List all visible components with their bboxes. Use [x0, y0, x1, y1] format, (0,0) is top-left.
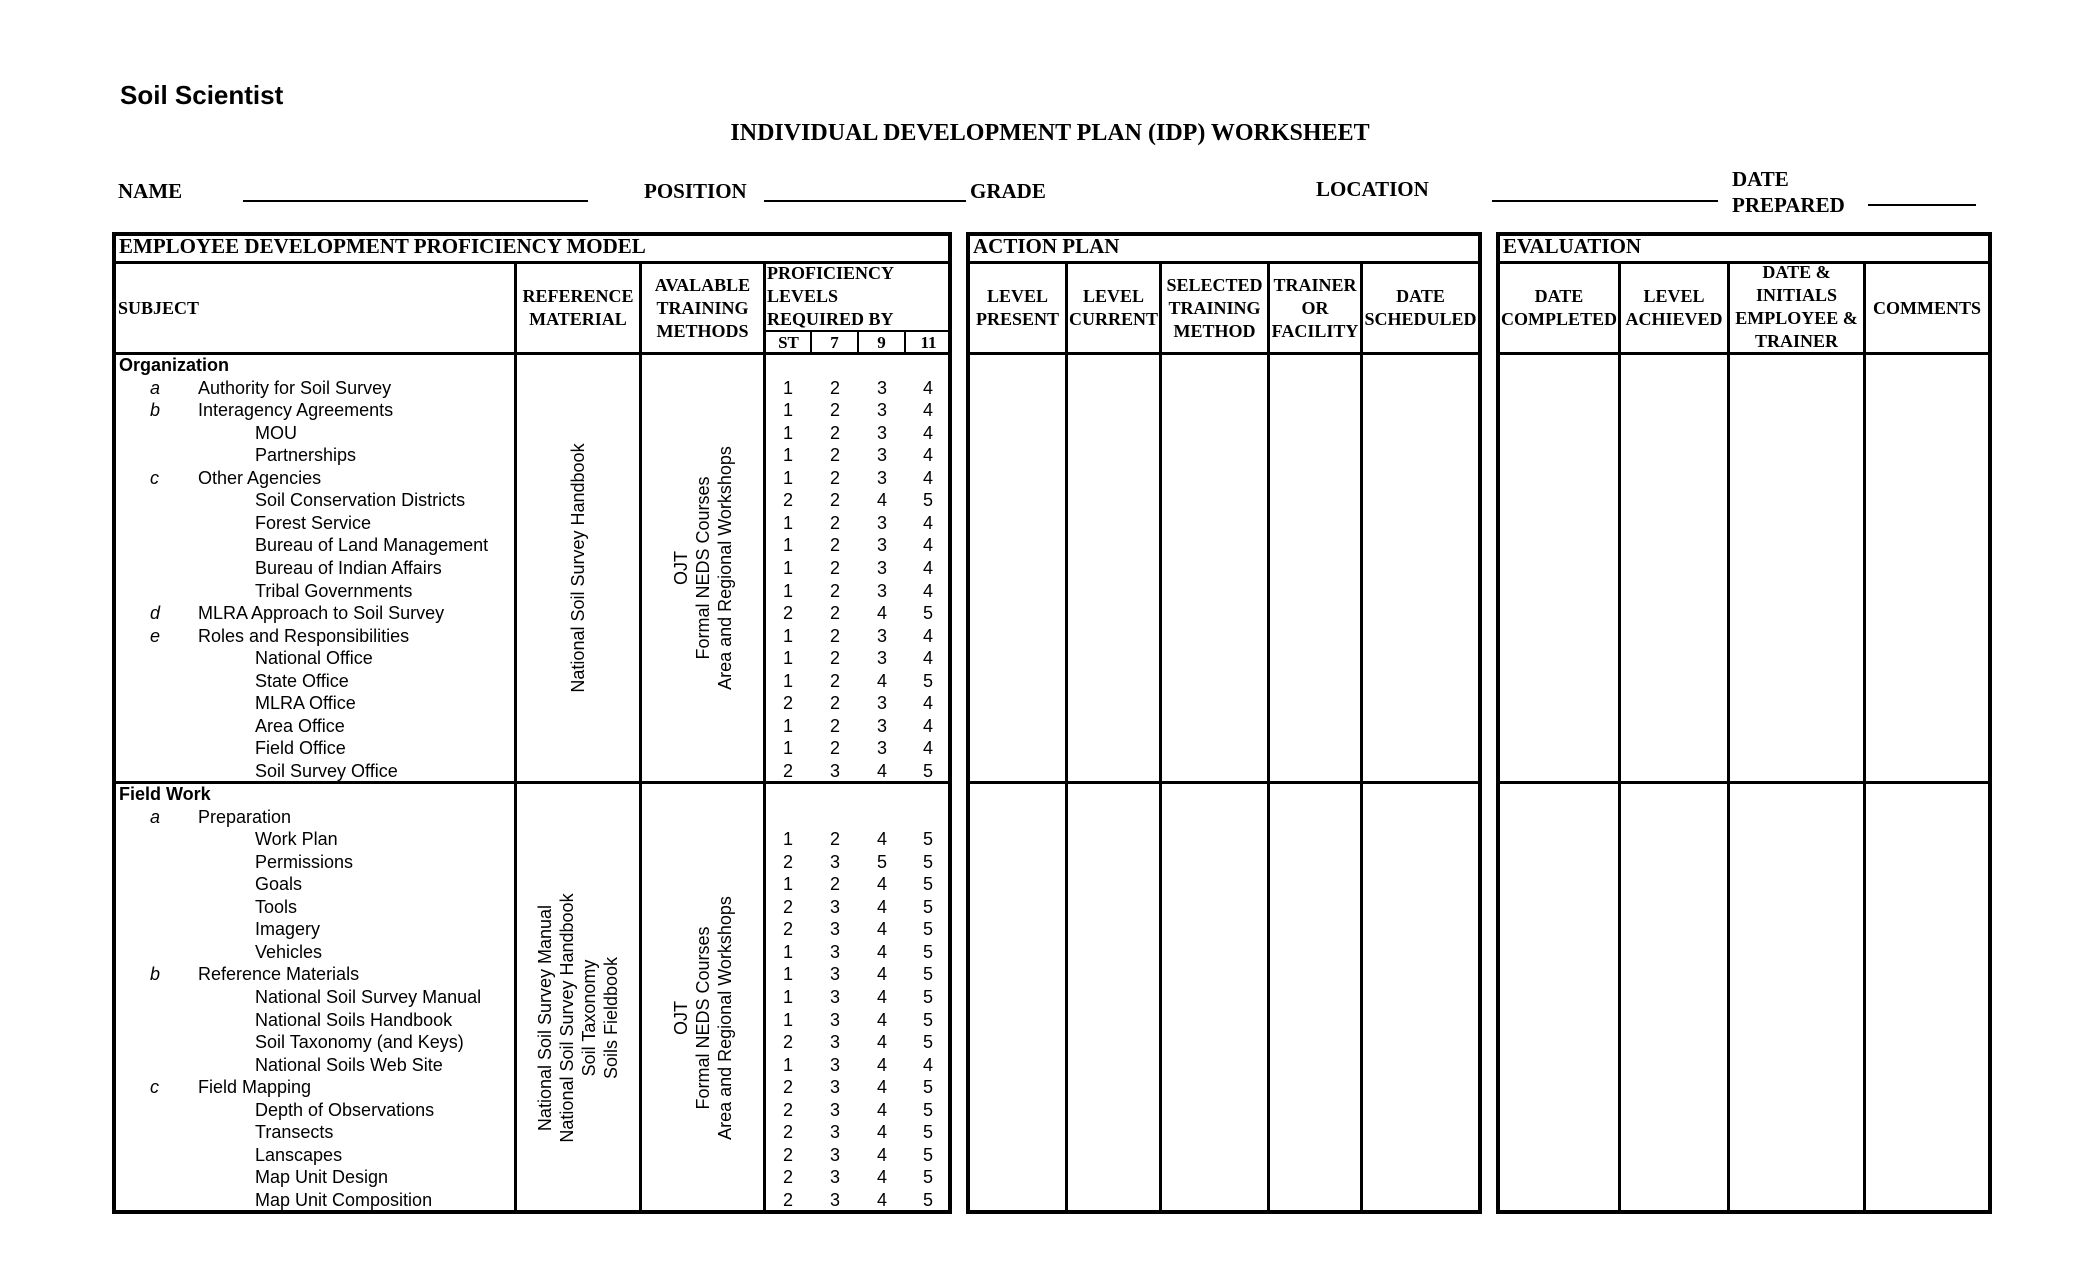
proficiency-level-cell: 3: [829, 1167, 840, 1188]
proficiency-level-cell: 3: [829, 851, 840, 872]
proficiency-level-cell: 1: [782, 986, 793, 1007]
name-field-line[interactable]: [243, 200, 588, 202]
proficiency-level-cell: 5: [922, 1144, 933, 1165]
subject-row-label: Forest Service: [255, 512, 372, 533]
proficiency-level-cell: 5: [922, 490, 933, 511]
proficiency-level-cell: 3: [876, 445, 887, 466]
proficiency-level-cell: 1: [782, 941, 793, 962]
proficiency-level-cell: 2: [782, 851, 793, 872]
subject-row-label: Map Unit Design: [255, 1167, 389, 1188]
proficiency-level-cell: 3: [876, 715, 887, 736]
training-method-text: Formal NEDS Courses: [692, 925, 713, 1110]
subject-row-label: Area Office: [255, 715, 345, 736]
proficiency-level-cell: 5: [922, 1032, 933, 1053]
proficiency-level-cell: 3: [829, 941, 840, 962]
proficiency-level-cell: 2: [829, 829, 840, 850]
grade-header-7: 7: [830, 332, 839, 352]
location-field-line[interactable]: [1492, 200, 1718, 202]
proficiency-level-cell: 4: [922, 1054, 933, 1075]
proficiency-level-cell: 5: [922, 874, 933, 895]
proficiency-level-cell: 5: [922, 896, 933, 917]
proficiency-level-cell: 4: [922, 738, 933, 759]
proficiency-level-cell: 2: [782, 1099, 793, 1120]
grade-header-11: 11: [920, 332, 937, 352]
evaluation-title: EVALUATION: [1503, 234, 1642, 258]
proficiency-level-cell: 1: [782, 422, 793, 443]
proficiency-level-cell: 4: [876, 1099, 887, 1120]
row-letter: d: [150, 603, 161, 624]
date-completed-header: DATE COMPLETED: [1500, 286, 1617, 329]
selected-training-method-header: SELECTED TRAINING METHOD: [1166, 274, 1263, 341]
subject-row-label: Tools: [255, 896, 298, 917]
proficiency-level-cell: 3: [829, 1122, 840, 1143]
proficiency-level-cell: 2: [782, 919, 793, 940]
proficiency-levels-header: PROFICIENCY LEVELS REQUIRED BY: [767, 262, 895, 329]
action-plan-field-work-cells[interactable]: [970, 784, 1478, 1210]
date-prepared-field-line[interactable]: [1868, 204, 1976, 206]
grade-header-st: ST: [778, 332, 799, 352]
proficiency-level-cell: 1: [782, 715, 793, 736]
name-label: NAME: [118, 179, 183, 203]
subject-row-label: MLRA Office: [255, 693, 356, 714]
proficiency-level-cell: 4: [922, 557, 933, 578]
proficiency-level-cell: 2: [829, 874, 840, 895]
proficiency-level-cell: 1: [782, 580, 793, 601]
proficiency-level-cell: 2: [782, 1167, 793, 1188]
subject-row-label: Imagery: [255, 919, 321, 940]
proficiency-level-cell: 2: [829, 580, 840, 601]
proficiency-level-cell: 2: [829, 625, 840, 646]
proficiency-level-cell: 4: [876, 1144, 887, 1165]
proficiency-level-cell: 4: [922, 693, 933, 714]
proficiency-level-cell: 5: [922, 829, 933, 850]
subject-row-label: Work Plan: [255, 829, 338, 850]
proficiency-level-cell: 4: [876, 1189, 887, 1210]
proficiency-level-cell: 3: [829, 760, 840, 781]
proficiency-level-cell: 3: [876, 535, 887, 556]
comments-header: COMMENTS: [1873, 297, 1981, 318]
section-heading: Field Work: [119, 784, 211, 804]
row-letter: c: [150, 467, 159, 488]
proficiency-level-cell: 1: [782, 670, 793, 691]
proficiency-level-cell: 2: [782, 1077, 793, 1098]
position-field-line[interactable]: [764, 200, 966, 202]
subject-row-label: Soil Conservation Districts: [255, 490, 466, 511]
proficiency-level-cell: 5: [922, 1099, 933, 1120]
subject-row-label: Field Mapping: [198, 1077, 312, 1098]
proficiency-level-cell: 2: [782, 896, 793, 917]
subject-row-label: Bureau of Land Management: [255, 535, 489, 556]
proficiency-level-cell: 2: [829, 377, 840, 398]
row-letter: e: [150, 625, 161, 646]
proficiency-level-cell: 1: [782, 1054, 793, 1075]
document-title: Soil Scientist: [120, 80, 284, 110]
row-letter: c: [150, 1077, 159, 1098]
proficiency-level-cell: 4: [876, 760, 887, 781]
evaluation-organization-cells[interactable]: [1500, 355, 1988, 781]
subject-row-label: National Soils Handbook: [255, 1009, 453, 1030]
prepared-label: PREPARED: [1732, 193, 1845, 217]
proficiency-level-cell: 1: [782, 964, 793, 985]
proficiency-level-cell: 4: [922, 535, 933, 556]
subject-row-label: Tribal Governments: [255, 580, 413, 601]
subject-row-label: Soil Taxonomy (and Keys): [255, 1032, 464, 1053]
proficiency-level-cell: 4: [876, 1122, 887, 1143]
proficiency-level-cell: 1: [782, 1009, 793, 1030]
proficiency-level-cell: 3: [829, 1077, 840, 1098]
proficiency-level-cell: 3: [829, 986, 840, 1007]
proficiency-level-cell: 5: [922, 964, 933, 985]
proficiency-level-cell: 5: [922, 1167, 933, 1188]
proficiency-level-cell: 2: [829, 603, 840, 624]
proficiency-level-cell: 4: [876, 490, 887, 511]
training-method-text: OJT: [670, 550, 691, 585]
proficiency-level-cell: 5: [876, 851, 887, 872]
proficiency-level-cell: 3: [829, 964, 840, 985]
section-heading: Organization: [119, 355, 230, 375]
proficiency-level-cell: 4: [922, 377, 933, 398]
proficiency-level-cell: 3: [829, 1032, 840, 1053]
proficiency-level-cell: 3: [829, 896, 840, 917]
subject-header: SUBJECT: [118, 297, 200, 318]
proficiency-level-cell: 4: [922, 715, 933, 736]
proficiency-level-cell: 3: [876, 512, 887, 533]
proficiency-level-cell: 3: [829, 1099, 840, 1120]
subject-row-label: Preparation: [198, 806, 292, 827]
proficiency-level-cell: 2: [829, 738, 840, 759]
proficiency-level-cell: 2: [782, 1144, 793, 1165]
proficiency-level-cell: 2: [829, 693, 840, 714]
subject-row-label: Partnerships: [255, 445, 357, 466]
action-plan-title: ACTION PLAN: [973, 234, 1120, 258]
proficiency-level-cell: 4: [876, 919, 887, 940]
proficiency-level-cell: 2: [829, 557, 840, 578]
proficiency-level-cell: 2: [829, 400, 840, 421]
row-letter: a: [150, 377, 161, 398]
proficiency-level-cell: 1: [782, 648, 793, 669]
row-letter: b: [150, 400, 161, 421]
proficiency-level-cell: 4: [876, 1054, 887, 1075]
proficiency-level-cell: 1: [782, 625, 793, 646]
date-label: DATE: [1732, 167, 1789, 191]
proficiency-level-cell: 4: [922, 512, 933, 533]
proficiency-level-cell: 2: [829, 512, 840, 533]
subject-row-label: Authority for Soil Survey: [198, 377, 392, 398]
proficiency-level-cell: 4: [876, 829, 887, 850]
proficiency-level-cell: 3: [876, 693, 887, 714]
date-initials-header: DATE & INITIALS EMPLOYEE & TRAINER: [1735, 262, 1858, 351]
proficiency-level-cell: 3: [829, 1189, 840, 1210]
reference-material-text: Soils Fieldbook: [601, 956, 621, 1079]
subject-row-label: National Office: [255, 648, 373, 669]
subject-row-label: Map Unit Composition: [255, 1189, 433, 1210]
subject-row-label: Other Agencies: [198, 467, 322, 488]
grade-label: GRADE: [970, 179, 1046, 203]
subject-row-label: Transects: [255, 1122, 334, 1143]
subject-row-label: National Soil Survey Manual: [255, 986, 482, 1007]
proficiency-level-cell: 4: [922, 400, 933, 421]
proficiency-level-cell: 3: [876, 467, 887, 488]
proficiency-level-cell: 2: [782, 1189, 793, 1210]
proficiency-level-cell: 3: [876, 580, 887, 601]
proficiency-level-cell: 3: [876, 738, 887, 759]
proficiency-level-cell: 5: [922, 1009, 933, 1030]
location-label: LOCATION: [1316, 177, 1429, 201]
proficiency-model-title: EMPLOYEE DEVELOPMENT PROFICIENCY MODEL: [119, 234, 646, 258]
subject-row-label: Depth of Observations: [255, 1099, 435, 1120]
proficiency-level-cell: 2: [782, 490, 793, 511]
grade-header-9: 9: [877, 332, 886, 352]
training-method-text: Formal NEDS Courses: [692, 475, 713, 660]
training-methods-header: AVALABLE TRAINING METHODS: [654, 274, 751, 341]
proficiency-level-cell: 4: [922, 445, 933, 466]
proficiency-level-cell: 5: [922, 1189, 933, 1210]
proficiency-level-cell: 4: [876, 670, 887, 691]
level-current-header: LEVEL CURRENT: [1068, 286, 1158, 329]
proficiency-level-cell: 1: [782, 400, 793, 421]
proficiency-level-cell: 5: [922, 603, 933, 624]
training-method-text: Area and Regional Workshops: [714, 445, 735, 690]
subject-row-label: Roles and Responsibilities: [198, 625, 410, 646]
proficiency-level-cell: 1: [782, 467, 793, 488]
subject-row-label: State Office: [255, 670, 349, 691]
proficiency-level-cell: 2: [829, 535, 840, 556]
level-achieved-header: LEVEL ACHIEVED: [1625, 286, 1723, 329]
proficiency-level-cell: 2: [829, 422, 840, 443]
proficiency-level-cell: 2: [829, 715, 840, 736]
proficiency-level-cell: 4: [922, 467, 933, 488]
proficiency-level-cell: 4: [922, 648, 933, 669]
proficiency-level-cell: 3: [829, 1009, 840, 1030]
proficiency-level-cell: 5: [922, 1122, 933, 1143]
proficiency-level-cell: 3: [876, 422, 887, 443]
subject-row-label: Soil Survey Office: [255, 760, 398, 781]
proficiency-level-cell: 1: [782, 445, 793, 466]
proficiency-level-cell: 4: [876, 941, 887, 962]
proficiency-level-cell: 3: [876, 400, 887, 421]
trainer-or-facility-header: TRAINER OR FACILITY: [1271, 274, 1359, 341]
proficiency-level-cell: 1: [782, 874, 793, 895]
training-method-text: Area and Regional Workshops: [714, 895, 735, 1140]
proficiency-level-cell: 1: [782, 557, 793, 578]
proficiency-level-cell: 2: [782, 1122, 793, 1143]
proficiency-level-cell: 2: [829, 467, 840, 488]
proficiency-level-cell: 2: [782, 760, 793, 781]
proficiency-level-cell: 1: [782, 829, 793, 850]
proficiency-level-cell: 1: [782, 377, 793, 398]
proficiency-level-cell: 2: [829, 670, 840, 691]
proficiency-level-cell: 2: [782, 603, 793, 624]
subject-row-label: Lanscapes: [255, 1144, 343, 1165]
proficiency-level-cell: 4: [876, 603, 887, 624]
proficiency-level-cell: 2: [829, 648, 840, 669]
proficiency-level-cell: 4: [876, 896, 887, 917]
proficiency-level-cell: 1: [782, 535, 793, 556]
proficiency-level-cell: 3: [876, 377, 887, 398]
proficiency-level-cell: 4: [922, 580, 933, 601]
reference-material-text: National Soil Survey Handbook: [568, 442, 588, 693]
proficiency-level-cell: 4: [876, 1032, 887, 1053]
proficiency-level-cell: 3: [829, 919, 840, 940]
subject-row-label: National Soils Web Site: [255, 1054, 443, 1075]
action-plan-organization-cells[interactable]: [970, 355, 1478, 781]
proficiency-level-cell: 2: [829, 490, 840, 511]
proficiency-level-cell: 5: [922, 1077, 933, 1098]
worksheet-title: INDIVIDUAL DEVELOPMENT PLAN (IDP) WORKSHEET: [730, 120, 1370, 146]
proficiency-level-cell: 4: [876, 874, 887, 895]
subject-row-label: Reference Materials: [198, 964, 360, 985]
proficiency-level-cell: 3: [829, 1144, 840, 1165]
proficiency-level-cell: 5: [922, 851, 933, 872]
proficiency-level-cell: 5: [922, 919, 933, 940]
subject-row-label: Permissions: [255, 851, 354, 872]
reference-material-text: National Soil Survey Manual: [535, 904, 555, 1131]
training-method-text: OJT: [670, 1000, 691, 1035]
subject-row-label: Goals: [255, 874, 303, 895]
proficiency-level-cell: 4: [876, 964, 887, 985]
proficiency-level-cell: 2: [782, 693, 793, 714]
reference-material-text: Soil Taxonomy: [579, 959, 599, 1076]
position-label: POSITION: [644, 179, 747, 203]
reference-material-text: National Soil Survey Handbook: [557, 892, 577, 1143]
subject-row-label: Field Office: [255, 738, 346, 759]
proficiency-level-cell: 5: [922, 941, 933, 962]
proficiency-level-cell: 4: [876, 1077, 887, 1098]
level-present-header: LEVEL PRESENT: [975, 286, 1060, 329]
proficiency-level-cell: 4: [922, 422, 933, 443]
proficiency-level-cell: 4: [876, 986, 887, 1007]
subject-row-label: MOU: [255, 422, 297, 443]
reference-material-header: REFERENCE MATERIAL: [522, 286, 634, 329]
proficiency-level-cell: 3: [876, 648, 887, 669]
proficiency-level-cell: 5: [922, 760, 933, 781]
subject-row-label: Interagency Agreements: [198, 400, 394, 421]
row-letter: a: [150, 806, 161, 827]
evaluation-field-work-cells[interactable]: [1500, 784, 1988, 1210]
row-letter: b: [150, 964, 161, 985]
proficiency-level-cell: 3: [876, 625, 887, 646]
proficiency-level-cell: 4: [876, 1009, 887, 1030]
proficiency-level-cell: 1: [782, 738, 793, 759]
subject-row-label: Vehicles: [255, 941, 323, 962]
proficiency-level-cell: 5: [922, 986, 933, 1007]
proficiency-level-cell: 5: [922, 670, 933, 691]
date-scheduled-header: DATE SCHEDULED: [1364, 286, 1477, 329]
proficiency-level-cell: 4: [876, 1167, 887, 1188]
proficiency-level-cell: 2: [829, 445, 840, 466]
subject-row-label: MLRA Approach to Soil Survey: [198, 603, 445, 624]
proficiency-level-cell: 1: [782, 512, 793, 533]
proficiency-level-cell: 4: [922, 625, 933, 646]
subject-row-label: Bureau of Indian Affairs: [255, 557, 442, 578]
proficiency-level-cell: 3: [829, 1054, 840, 1075]
proficiency-level-cell: 2: [782, 1032, 793, 1053]
proficiency-level-cell: 3: [876, 557, 887, 578]
